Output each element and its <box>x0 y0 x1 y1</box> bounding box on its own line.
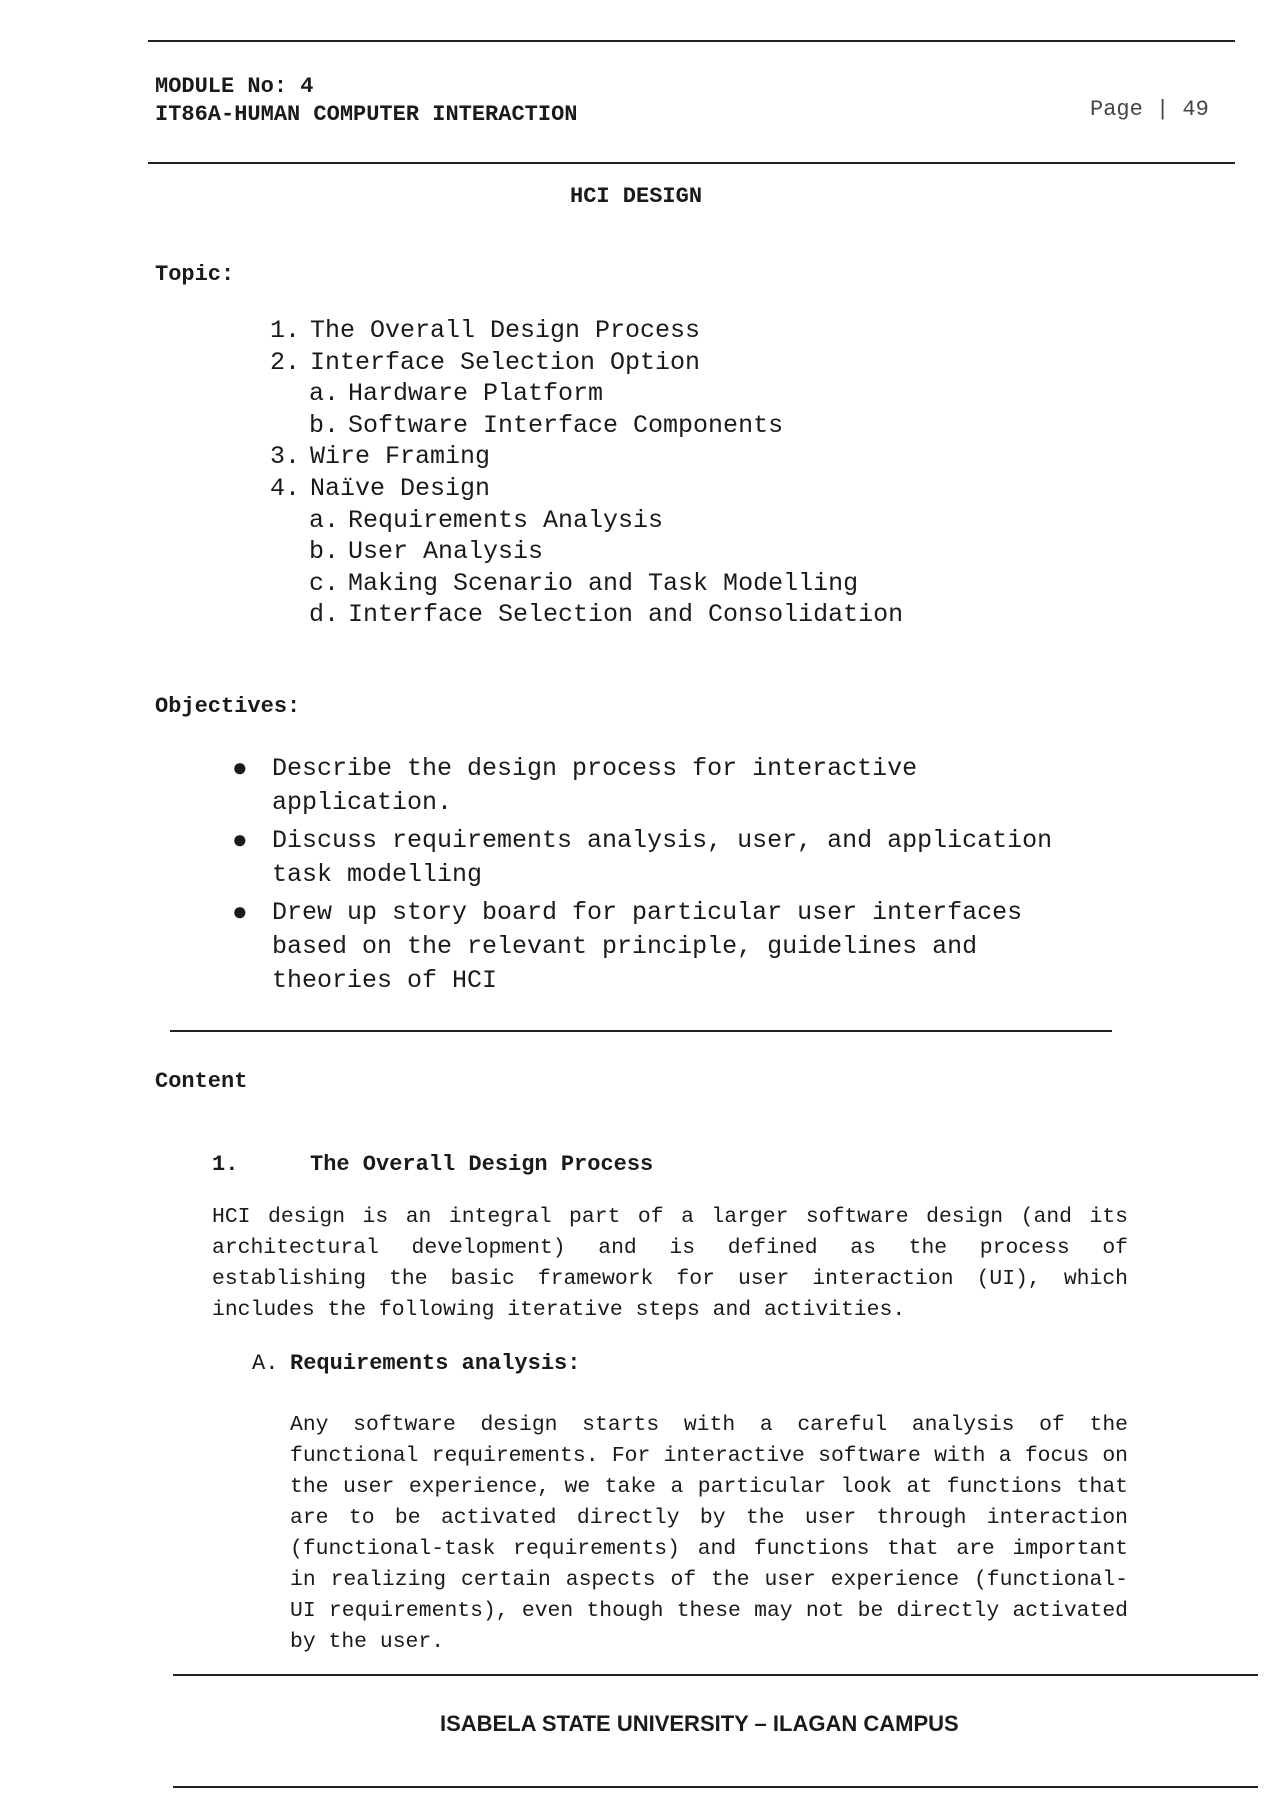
topic-item: 3. Wire Framing <box>270 442 491 472</box>
objectives-list <box>232 752 1112 1002</box>
section-number: 1. <box>212 1152 239 1177</box>
footer-university: ISABELA STATE UNIVERSITY – ILAGAN CAMPUS <box>440 1711 959 1736</box>
objective-item: ● Discuss requirements analysis, user, and application task modelling <box>232 826 1053 889</box>
topic-item: 4. Naïve Design <box>270 473 491 503</box>
subsection-paragraph: Any software design starts with a careful analysis of the functional requirements. For interactive software with a focus on the user experience, we take a particular look at functions that are to be activated directly by the user through interaction (functional-task requirements) and functions that are important in realizing certain aspects of the user experience (functional-UI requirements), even though these may not be directly activated by the user. <box>290 1413 1128 1654</box>
bullet-icon: ● <box>232 898 248 928</box>
footer-bottom-rule <box>173 1786 1258 1788</box>
bullet-icon: ● <box>232 826 248 856</box>
page-title: HCI DESIGN <box>570 184 703 209</box>
course-title: IT86A-HUMAN COMPUTER INTERACTION <box>155 102 578 127</box>
header-top-rule <box>148 40 1235 42</box>
topic-subitem: b. Software Interface Components <box>309 410 784 440</box>
objective-item: ● Drew up story board for particular user interfaces based on the relevant principle, guidelines and theories of HCI <box>232 898 1023 995</box>
objective-item: ● Describe the design process for interactive application. <box>232 754 918 817</box>
topic-item: 1. The Overall Design Process <box>270 316 701 345</box>
objectives-heading: Objectives: <box>155 694 301 719</box>
content-heading: Content <box>155 1069 248 1094</box>
bullet-icon: ● <box>232 754 248 784</box>
subsection-letter: A. <box>252 1351 279 1376</box>
topic-heading: Topic: <box>155 262 235 287</box>
topic-subitem: d. Interface Selection and Consolidation <box>309 600 904 630</box>
subsection-title: Requirements analysis: <box>290 1351 581 1376</box>
topic-item: 2. Interface Selection Option <box>270 347 701 377</box>
topic-subitem: a. Requirements Analysis <box>309 505 664 535</box>
footer-top-rule <box>173 1674 1258 1676</box>
section-paragraph: HCI design is an integral part of a larger software design (and its architectural development) and is defined as the process of establishing the basic framework for user interaction (UI), which includes the following iterative steps and activities. <box>212 1205 1128 1322</box>
topic-list <box>270 315 903 631</box>
topic-subitem: b. User Analysis <box>309 537 544 567</box>
section-title: The Overall Design Process <box>310 1152 654 1177</box>
topic-subitem: c. Making Scenario and Task Modelling <box>309 568 859 598</box>
header-bottom-rule <box>148 162 1235 164</box>
section-divider <box>170 1030 1112 1032</box>
page-number: Page | 49 <box>1090 97 1209 122</box>
module-number: MODULE No: 4 <box>155 74 314 99</box>
topic-subitem: a. Hardware Platform <box>309 379 604 409</box>
